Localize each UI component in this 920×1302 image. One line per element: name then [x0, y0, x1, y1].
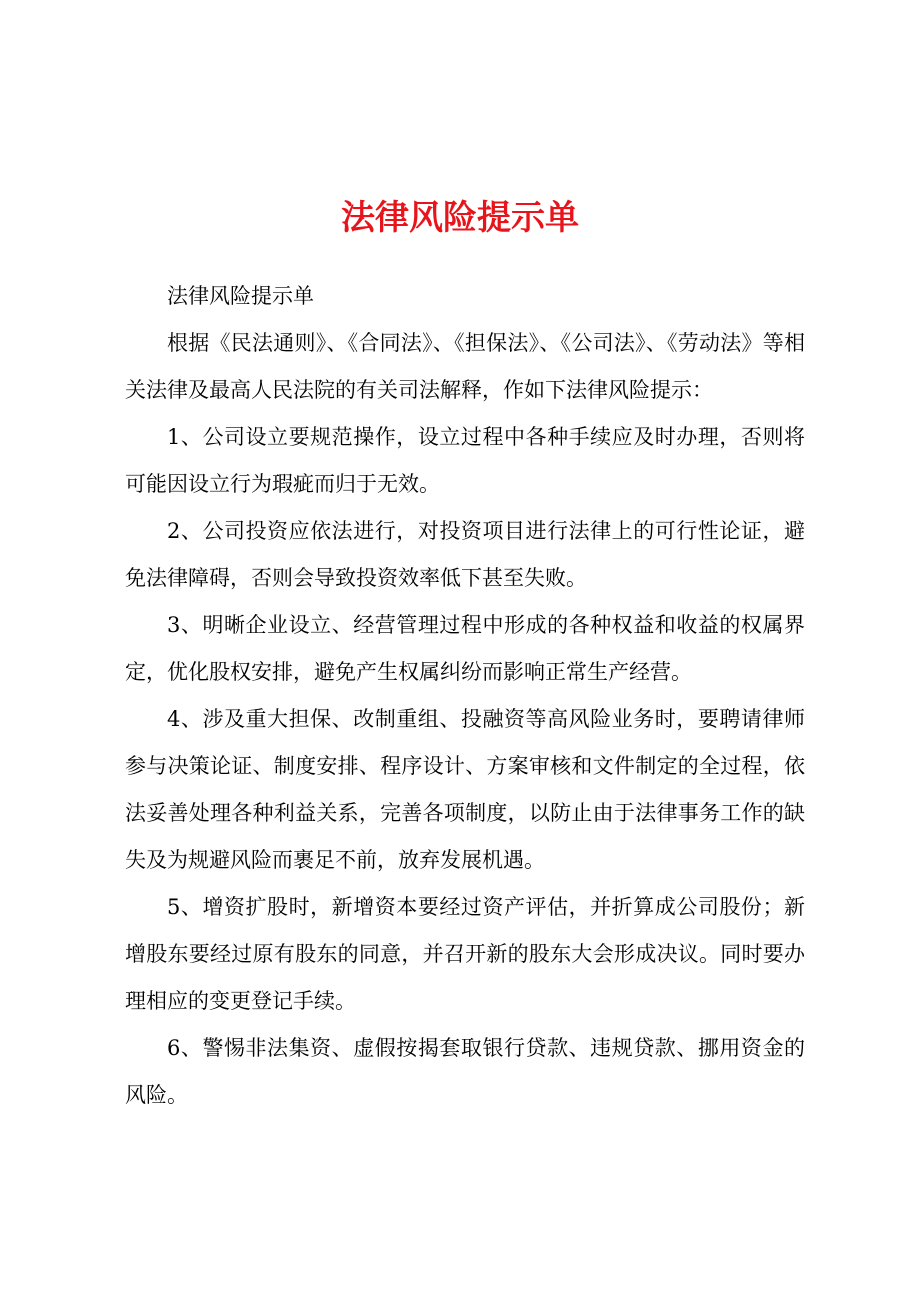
- paragraph-line: 参与决策论证、制度安排、程序设计、方案审核和文件制定的全过程，依: [125, 754, 805, 778]
- paragraph: [125, 884, 805, 1025]
- paragraph-line: 3、明晰企业设立、经营管理过程中形成的各种权益和收益的权属界: [167, 613, 805, 637]
- paragraph: [125, 414, 805, 508]
- paragraph: [125, 602, 805, 696]
- paragraph: [125, 696, 805, 884]
- paragraph-line: 风险。: [125, 1083, 188, 1107]
- document-title: 法律风险提示单: [341, 198, 579, 238]
- paragraph-line: 免法律障碍，否则会导致投资效率低下甚至失败。: [125, 566, 587, 590]
- document-body: [125, 273, 805, 1119]
- paragraph-line: 根据《民法通则》、《合同法》、《担保法》、《公司法》、《劳动法》等相: [167, 331, 805, 355]
- paragraph-line: 理相应的变更登记手续。: [125, 989, 356, 1013]
- paragraph-line: 可能因设立行为瑕疵而归于无效。: [125, 472, 440, 496]
- paragraph: [125, 508, 805, 602]
- paragraph-line: 2、公司投资应依法进行，对投资项目进行法律上的可行性论证，避: [167, 519, 805, 543]
- paragraph-line: 增股东要经过原有股东的同意，并召开新的股东大会形成决议。同时要办: [125, 942, 805, 966]
- paragraph-line: 定，优化股权安排，避免产生权属纠纷而影响正常生产经营。: [125, 660, 692, 684]
- paragraph-line: 6、警惕非法集资、虚假按揭套取银行贷款、违规贷款、挪用资金的: [167, 1036, 805, 1060]
- paragraph-line: 1、公司设立要规范操作，设立过程中各种手续应及时办理，否则将: [167, 425, 805, 449]
- paragraph: [125, 320, 805, 414]
- paragraph-line: 法律风险提示单: [167, 284, 314, 308]
- paragraph-line: 法妥善处理各种利益关系，完善各项制度，以防止由于法律事务工作的缺: [125, 801, 805, 825]
- paragraph-line: 5、增资扩股时，新增资本要经过资产评估，并折算成公司股份；新: [167, 895, 805, 919]
- paragraph: [125, 273, 805, 320]
- paragraph: [125, 1025, 805, 1119]
- paragraph-line: 关法律及最高人民法院的有关司法解释，作如下法律风险提示：: [125, 378, 713, 402]
- paragraph-line: 4、涉及重大担保、改制重组、投融资等高风险业务时，要聘请律师: [167, 707, 805, 731]
- paragraph-line: 失及为规避风险而裹足不前，放弃发展机遇。: [125, 848, 545, 872]
